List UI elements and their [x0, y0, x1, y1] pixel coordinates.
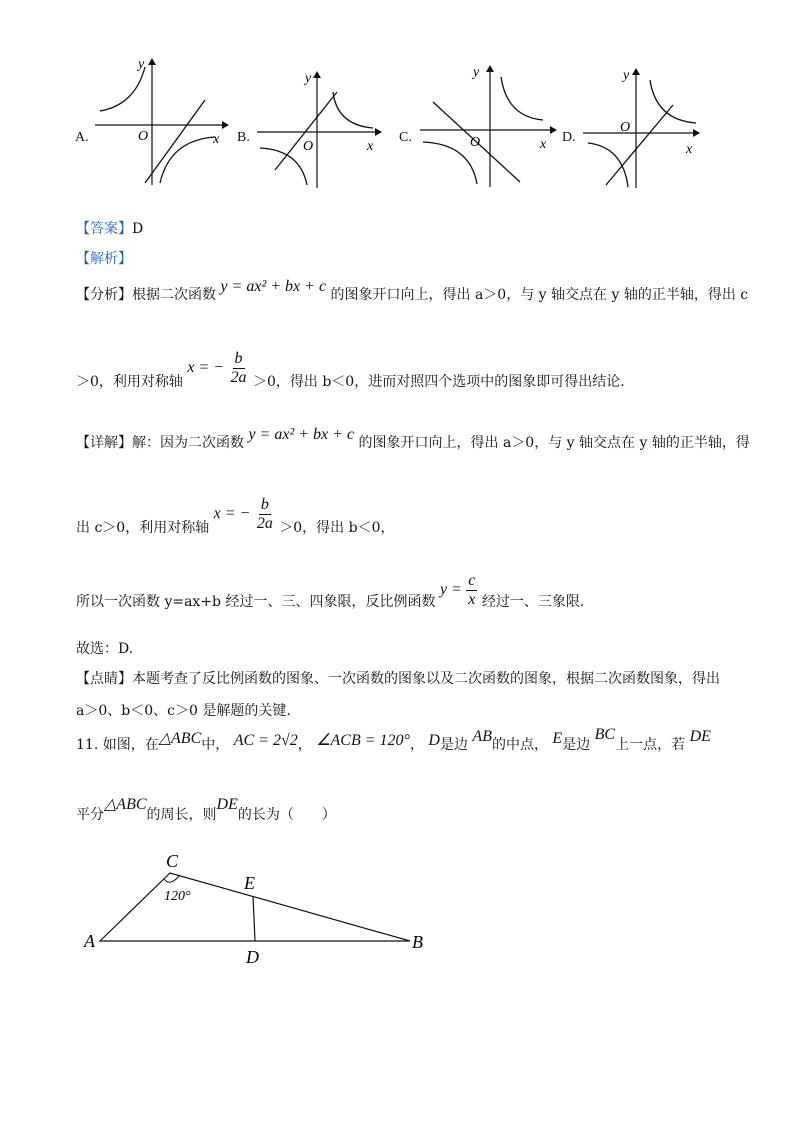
xiangjie-text3: 出 c＞0，利用对称轴 [76, 520, 210, 537]
q11-text9: 平分 [76, 807, 104, 823]
option-a-y-label: y [138, 57, 145, 72]
triangle-figure [78, 845, 438, 970]
xiangjie-inverse-den: x [468, 590, 476, 608]
option-c-graph [415, 62, 560, 190]
xiangjie-text6: 经过一、三象限. [481, 594, 585, 611]
xiangjie-text5: 所以一次函数 y=ax+b 经过一、三、四象限，反比例函数 [76, 594, 436, 611]
option-a-origin: O [138, 129, 149, 144]
q11-bc: BC [594, 726, 616, 743]
xiangjie-axis-den: 2a [256, 514, 273, 532]
option-a-graph [90, 55, 230, 190]
q11-text7: 是边 [562, 737, 591, 753]
xiangjie-tag: 【详解】 [76, 435, 132, 451]
figure-label-b: B [412, 932, 423, 952]
option-d-x-label: x [686, 142, 693, 157]
option-d-origin: O [620, 120, 631, 135]
option-c-origin: O [470, 135, 481, 150]
q11-angle: ∠ACB = 120° [316, 732, 410, 749]
answer-value: D [132, 221, 144, 237]
xiangjie-line2 [76, 496, 395, 537]
option-d-y-label: y [623, 68, 630, 83]
option-b-y-label: y [305, 71, 312, 86]
option-a-label: A. [75, 130, 89, 145]
figure-label-c: C [166, 851, 179, 871]
fenxi-axis-lhs: x = − [187, 359, 225, 377]
q11-text5: 是边 [439, 737, 468, 753]
fenxi-axis-den: 2a [230, 368, 247, 386]
xiangjie-quadratic-eq: y = ax² + bx + c [248, 426, 355, 443]
dianjing-tag: 【点睛】 [76, 671, 132, 687]
fenxi-text1: 根据二次函数 [132, 287, 216, 303]
xiangjie-inverse-fraction [466, 572, 477, 608]
q11-d: D [428, 732, 440, 749]
q11-text2: 中， [201, 737, 230, 753]
option-c-y-label: y [473, 65, 480, 80]
q11-text4: ， [409, 737, 424, 753]
xiangjie-axis-lhs: x = − [213, 505, 251, 523]
analysis-tag: 【解析】 [76, 251, 132, 267]
q11-text10: 的周长，则 [146, 807, 217, 823]
xiangjie-text2: 的图象开口向上，得出 a＞0，与 y 轴交点在 y 轴的正半轴，得 [358, 435, 750, 451]
figure-angle-label: 120° [164, 889, 191, 904]
option-d-graph [578, 65, 708, 190]
option-b-graph [255, 70, 385, 190]
q11-ab: AB [472, 728, 492, 745]
option-b-x-label: x [367, 139, 374, 154]
q11-de2: DE [216, 796, 238, 813]
fenxi-text3: ＞0，利用对称轴 [76, 374, 183, 391]
q11-ac: AC = 2√2 [233, 732, 298, 749]
q11-text11: 的长为（ ） [237, 807, 336, 823]
answer-tag: 【答案】 [76, 221, 132, 237]
xiangjie-axis-fraction [255, 496, 275, 532]
xiangjie-inverse-lhs: y = [439, 581, 462, 599]
option-b-label: B. [237, 130, 250, 145]
fenxi-tag: 【分析】 [76, 287, 132, 303]
fenxi-line1 [76, 278, 749, 304]
choose-line: 故选：D. [76, 641, 134, 657]
figure-label-a: A [84, 931, 95, 951]
q11-line1 [76, 726, 711, 754]
option-c-label: C. [399, 130, 412, 145]
fenxi-text4: ＞0，得出 b＜0，进而对照四个选项中的图象即可得出结论. [252, 374, 625, 391]
q11-e: E [552, 730, 563, 747]
dianjing-text1: 本题考查了反比例函数的图象、一次函数的图象以及二次函数的图象，根据二次函数图象，得出 [132, 671, 720, 687]
q11-triangle2: △ABC [104, 796, 147, 813]
q11-text1: 11. 如图，在 [76, 737, 159, 753]
q11-text6: 的中点， [491, 737, 548, 753]
q11-line2 [76, 796, 336, 824]
xiangjie-inverse-num: c [468, 572, 476, 589]
xiangjie-line3 [76, 572, 585, 611]
figure-label-d: D [246, 947, 259, 967]
xiangjie-text1: 解：因为二次函数 [132, 435, 244, 451]
dianjing-line1 [76, 668, 720, 688]
xiangjie-text4: ＞0，得出 b＜0， [279, 520, 395, 537]
fenxi-quadratic-eq: y = ax² + bx + c [220, 278, 327, 295]
fenxi-axis-num: b [234, 350, 243, 367]
fenxi-line2 [76, 350, 625, 391]
option-a-x-label: x [213, 132, 220, 147]
option-c-x-label: x [540, 137, 547, 152]
figure-label-e: E [244, 873, 255, 893]
q11-triangle: △ABC [158, 730, 202, 747]
option-d-label: D. [562, 130, 576, 145]
dianjing-line2: a＞0、b＜0、c＞0 是解题的关键. [76, 703, 291, 719]
option-b-origin: O [303, 139, 314, 154]
q11-de: DE [689, 728, 711, 745]
xiangjie-axis-num: b [260, 496, 269, 513]
q11-text3: ， [297, 737, 312, 753]
fenxi-axis-fraction [229, 350, 249, 386]
xiangjie-line1 [76, 426, 750, 452]
q11-text8: 上一点，若 [615, 737, 686, 753]
fenxi-text2: 的图象开口向上，得出 a＞0，与 y 轴交点在 y 轴的正半轴，得出 c [330, 287, 749, 303]
answer-line [76, 218, 143, 238]
